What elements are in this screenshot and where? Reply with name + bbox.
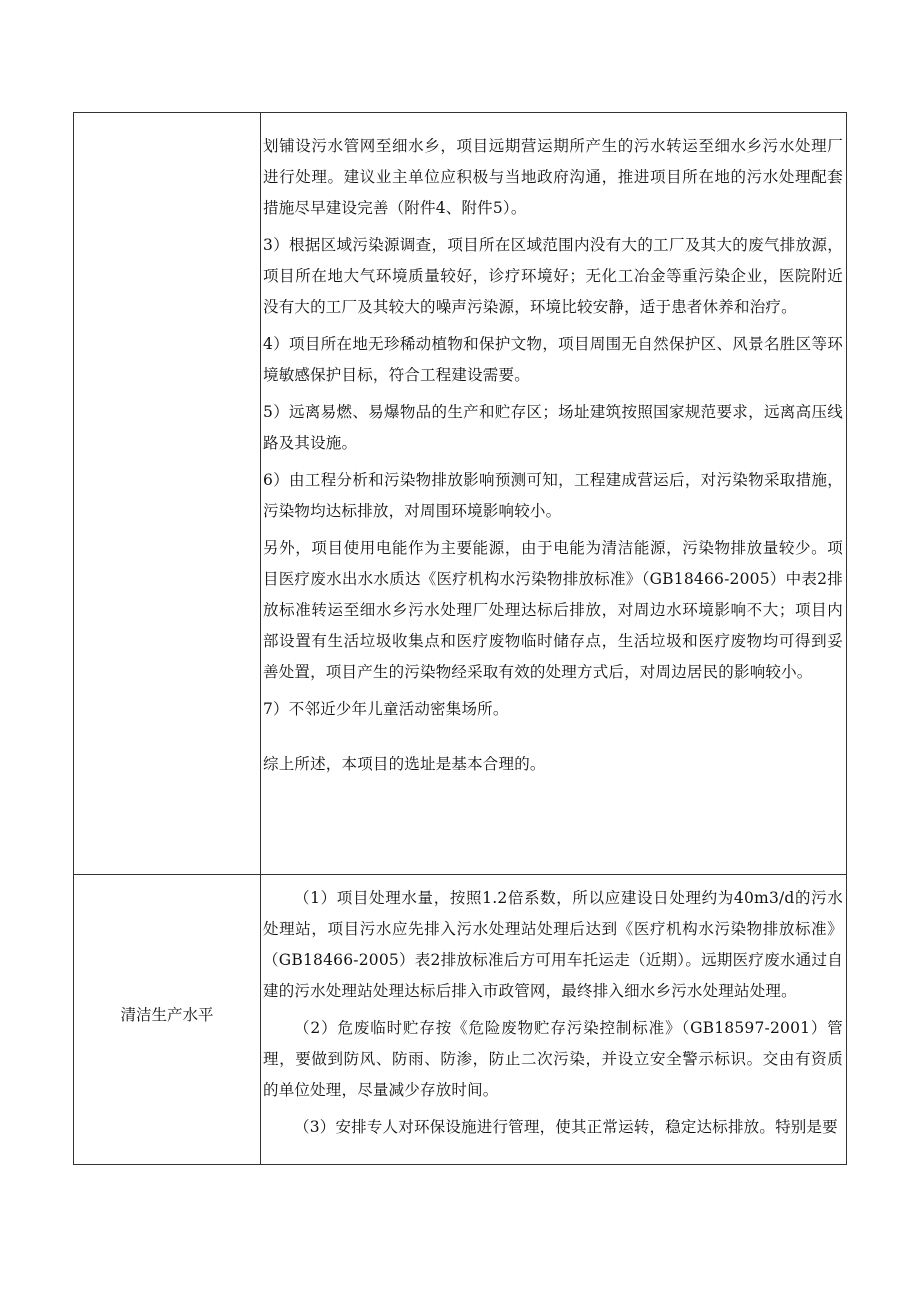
table-column-divider [260,113,261,1164]
content-table [73,112,847,1165]
paragraph: 5）远离易燃、易爆物品的生产和贮存区；场址建筑按照国家规范要求，远离高压线路及其设施。 [263,403,843,452]
paragraph: （2）危废临时贮存按《危险废物贮存污染控制标准》（GB18597-2001）管理，要做到防风、防雨、防渗，防止二次污染，并设立安全警示标识。交由有资质的单位处理，尽量减少存放时间。 [263,1019,843,1099]
paragraph: 3）根据区域污染源调查，项目所在区域范围内没有大的工厂及其大的废气排放源，项目所在地大气环境质量较好，诊疗环境好；无化工冶金等重污染企业，医院附近没有大的工厂及其较大的噪声污染源，环境比较安静，适于患者休养和治疗。 [263,236,843,316]
paragraph: 4）项目所在地无珍稀动植物和保护文物，项目周围无自然保护区、风景名胜区等环境敏感保护目标，符合工程建设需要。 [263,335,843,384]
row-label-clean-production: 清洁生产水平 [120,1006,214,1024]
paragraph: （1）项目处理水量，按照1.2倍系数，所以应建设日处理约为40m3/d的污水处理站，项目污水应先排入污水处理站处理后达到《医疗机构水污染物排放标准》（GB18466-2005）表2排放标准后方可用车托运走（近期）。远期医疗废水通过自建的污水处理站处理达标后排入市政管网，最终排入细水乡污水处理站处理。 [263,889,843,1000]
paragraph: 另外，项目使用电能作为主要能源，由于电能为清洁能源，污染物排放量较少。项目医疗废水出水水质达《医疗机构水污染物排放标准》（GB18466-2005）中表2排放标准转运至细水乡污水处理厂处理达标后排放，对周边水环境影响不大；项目内部设置有生活垃圾收集点和医疗废物临时储存点，生活垃圾和医疗废物均可得到妥善处置，项目产生的污染物经采取有效的处理方式后，对周边居民的影响较小。 [263,539,843,681]
table-row-divider [74,874,846,875]
site-selection-cell [263,131,843,780]
clean-production-cell [263,883,843,1143]
paragraph: （3）安排专人对环保设施进行管理，使其正常运转，稳定达标排放。特别是要 [294,1118,838,1136]
paragraph: 划铺设污水管网至细水乡，项目远期营运期所产生的污水转运至细水乡污水处理厂进行处理。建议业主单位应积极与当地政府沟通，推进项目所在地的污水处理配套措施尽早建设完善（附件4、附件5）。 [263,137,843,217]
paragraph: 7）不邻近少年儿童活动密集场所。 [263,700,509,718]
conclusion-paragraph: 综上所述，本项目的选址是基本合理的。 [263,755,546,773]
paragraph: 6）由工程分析和污染物排放影响预测可知，工程建成营运后，对污染物采取措施，污染物均达标排放，对周围环境影响较小。 [263,471,843,520]
